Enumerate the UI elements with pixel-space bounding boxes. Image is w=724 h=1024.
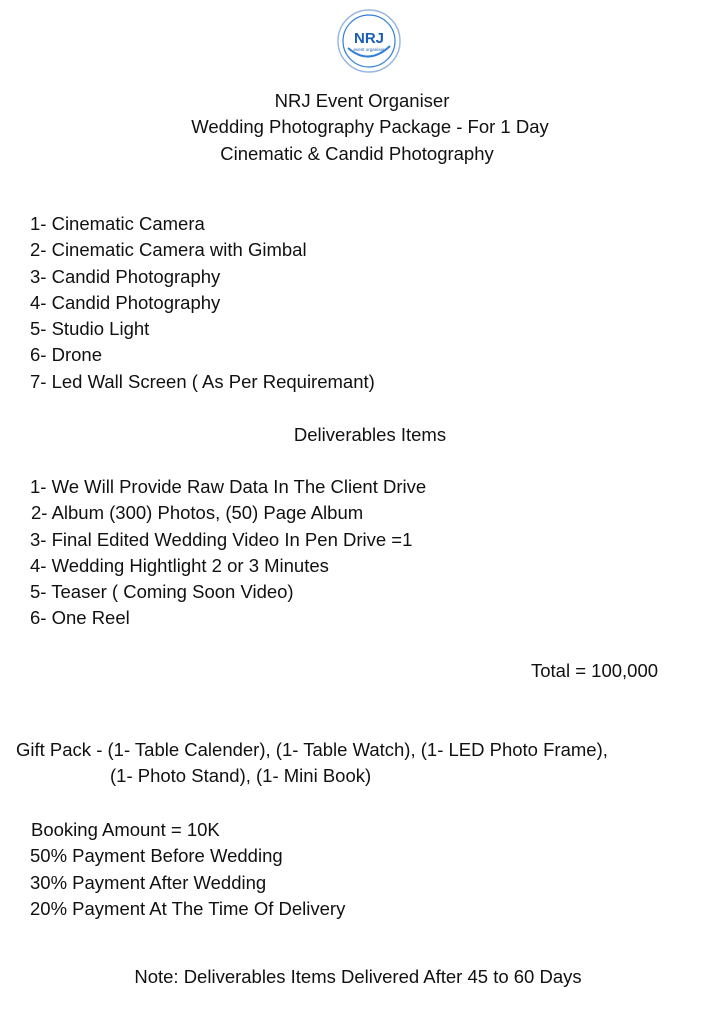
equipment-item: 2- Cinematic Camera with Gimbal: [30, 239, 307, 261]
package-title: Wedding Photography Package - For 1 Day: [191, 116, 549, 137]
payment-term: 20% Payment At The Time Of Delivery: [30, 897, 346, 919]
payment-terms: [30, 817, 345, 922]
equipment-item: 5- Studio Light: [30, 318, 150, 340]
deliverables-list: [30, 474, 426, 632]
package-type: Cinematic & Candid Photography: [220, 143, 494, 164]
gift-pack-line-2: (1- Photo Stand), (1- Mini Book): [110, 765, 372, 786]
deliverable-item: 4- Wedding Hightlight 2 or 3 Minutes: [30, 554, 329, 576]
gift-pack-line-1: Gift Pack - (1- Table Calender), (1- Table Watch), (1- LED Photo Frame),: [16, 739, 608, 760]
company-name: NRJ Event Organiser: [274, 90, 450, 111]
deliverable-item: 6- One Reel: [30, 607, 130, 629]
deliverable-item: 2- Album (300) Photos, (50) Page Album: [31, 502, 364, 524]
equipment-item: 7- Led Wall Screen ( As Per Requiremant): [30, 370, 375, 392]
equipment-item: 6- Drone: [30, 344, 102, 366]
nrj-logo: [336, 8, 402, 74]
payment-term: 50% Payment Before Wedding: [30, 845, 283, 867]
logo-text: NRJ: [353, 30, 385, 47]
deliverable-item: 1- We Will Provide Raw Data In The Client Drive: [30, 476, 427, 497]
deliverables-heading: Deliverables Items: [293, 424, 447, 445]
equipment-item: 4- Candid Photography: [30, 291, 221, 313]
delivery-note: Note: Deliverables Items Delivered After 45 to 60 Days: [134, 966, 582, 987]
payment-term: 30% Payment After Wedding: [30, 871, 267, 893]
equipment-item: 1- Cinematic Camera: [30, 213, 205, 234]
equipment-list: [30, 211, 375, 395]
total-amount: Total = 100,000: [531, 660, 659, 681]
payment-term: Booking Amount = 10K: [31, 819, 220, 840]
equipment-item: 3- Candid Photography: [30, 265, 221, 287]
deliverable-item: 5- Teaser ( Coming Soon Video): [30, 581, 294, 603]
logo-subtext: event organiser: [353, 47, 385, 52]
deliverable-item: 3- Final Edited Wedding Video In Pen Drive =1: [30, 528, 413, 550]
